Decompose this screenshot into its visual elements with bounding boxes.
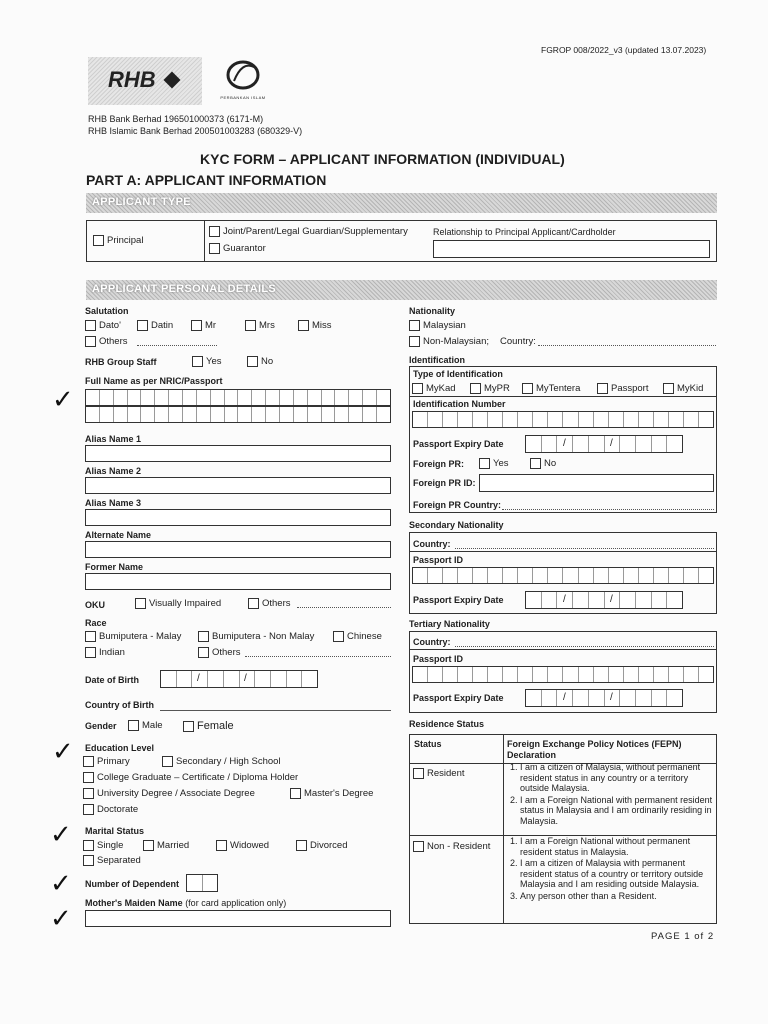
status-resident-checkbox[interactable] bbox=[413, 768, 424, 779]
sal-dato-label: Dato' bbox=[99, 320, 121, 331]
nat-nonmalaysian-label: Non-Malaysian; bbox=[423, 336, 489, 347]
gender-female-label: Female bbox=[197, 720, 234, 732]
status-nonresident-label: Non - Resident bbox=[427, 841, 491, 852]
sec-country-label: Country: bbox=[413, 539, 451, 549]
te-slash-2: / bbox=[610, 692, 613, 703]
tick-mark-full-name: ✓ bbox=[52, 385, 74, 415]
staff-no-label: No bbox=[261, 356, 274, 367]
passport-expiry-field[interactable] bbox=[525, 435, 683, 453]
sal-datin-label: Datin bbox=[151, 320, 174, 331]
nationality-label: Nationality bbox=[409, 306, 456, 316]
guarantor-label: Guarantor bbox=[223, 243, 266, 254]
race-malay[interactable] bbox=[85, 631, 181, 642]
nat-malaysian[interactable] bbox=[409, 320, 466, 331]
race-chinese[interactable] bbox=[333, 631, 382, 642]
nonresident-notes bbox=[505, 836, 715, 901]
id-mykid-checkbox[interactable] bbox=[663, 383, 674, 394]
gender-female-checkbox[interactable] bbox=[183, 721, 194, 732]
oku-label: OKU bbox=[85, 600, 105, 610]
tick-mark-maiden: ✓ bbox=[50, 904, 72, 934]
full-name-row-1[interactable] bbox=[85, 389, 391, 406]
islamic-logo bbox=[218, 57, 268, 103]
tick-mark-education: ✓ bbox=[52, 737, 74, 767]
salutation-label: Salutation bbox=[85, 306, 129, 316]
edu-secondary[interactable] bbox=[162, 756, 281, 767]
race-indian-checkbox[interactable] bbox=[85, 647, 96, 658]
marital-married-checkbox[interactable] bbox=[143, 840, 154, 851]
principal-label: Principal bbox=[107, 235, 144, 246]
fpr-yes[interactable] bbox=[479, 458, 509, 469]
foreign-pr-id-label: Foreign PR ID: bbox=[413, 478, 476, 488]
oku-visually-checkbox[interactable] bbox=[135, 598, 146, 609]
tertiary-label: Tertiary Nationality bbox=[409, 619, 490, 629]
se-slash-2: / bbox=[610, 594, 613, 605]
marital-divorced-label: Divorced bbox=[310, 840, 348, 851]
nat-country-line[interactable] bbox=[538, 345, 716, 346]
marital-married[interactable] bbox=[143, 840, 189, 851]
relationship-field[interactable] bbox=[433, 240, 710, 258]
sal-datin-checkbox[interactable] bbox=[137, 320, 148, 331]
id-mytentera-label: MyTentera bbox=[536, 383, 581, 394]
joint-label: Joint/Parent/Legal Guardian/Supplementary bbox=[223, 226, 408, 237]
status-nonresident-checkbox[interactable] bbox=[413, 841, 424, 852]
joint-option[interactable] bbox=[209, 226, 408, 237]
staff-yes-checkbox[interactable] bbox=[192, 356, 203, 367]
te-slash-1: / bbox=[563, 692, 566, 703]
oku-others-line[interactable] bbox=[297, 607, 391, 608]
foreign-pr-country-label: Foreign PR Country: bbox=[413, 500, 501, 510]
sal-datin[interactable] bbox=[137, 320, 173, 331]
race-indian-label: Indian bbox=[99, 647, 125, 658]
oku-others[interactable] bbox=[248, 598, 291, 609]
edu-university[interactable] bbox=[83, 788, 255, 799]
sal-mrs-checkbox[interactable] bbox=[245, 320, 256, 331]
fpr-no[interactable] bbox=[530, 458, 556, 469]
col-fepn-header: Foreign Exchange Policy Notices (FEPN) Declaration bbox=[507, 739, 682, 760]
nat-nonmalaysian[interactable] bbox=[409, 336, 489, 347]
entity-line-2: RHB Islamic Bank Berhad 200501003283 (680329-V) bbox=[88, 126, 303, 136]
edu-masters[interactable] bbox=[290, 788, 373, 799]
sal-miss-label: Miss bbox=[312, 320, 332, 331]
principal-checkbox[interactable] bbox=[93, 235, 104, 246]
sec-passport-id-field[interactable] bbox=[412, 567, 714, 584]
id-mykad-checkbox[interactable] bbox=[412, 383, 423, 394]
resident-note-2: 2. I am a Foreign National with permanent resident status in Malaysia and I am ordinarily residing in Malaysia. bbox=[520, 795, 715, 827]
principal-option[interactable] bbox=[93, 235, 143, 246]
gender-male[interactable] bbox=[128, 720, 163, 731]
id-divider-1 bbox=[409, 396, 717, 397]
race-malay-label: Bumiputera - Malay bbox=[99, 631, 182, 642]
staff-yes-label: Yes bbox=[206, 356, 222, 367]
edu-college-label: College Graduate – Certificate / Diploma Holder bbox=[97, 772, 299, 783]
edu-college[interactable] bbox=[83, 772, 298, 783]
ter-expiry-label: Passport Expiry Date bbox=[413, 693, 504, 703]
marital-label: Marital Status bbox=[85, 826, 145, 836]
dob-label: Date of Birth bbox=[85, 675, 139, 685]
part-title: PART A: APPLICANT INFORMATION bbox=[86, 172, 327, 188]
page-number: PAGE 1 of 2 bbox=[651, 931, 715, 942]
race-others[interactable] bbox=[198, 647, 241, 658]
id-passport[interactable] bbox=[597, 383, 649, 394]
edu-secondary-checkbox[interactable] bbox=[162, 756, 173, 767]
race-nonmalay[interactable] bbox=[198, 631, 314, 642]
full-name-label: Full Name as per NRIC/Passport bbox=[85, 376, 223, 386]
id-mykid-label: MyKid bbox=[677, 383, 704, 394]
dob-slash-1: / bbox=[197, 673, 200, 684]
ter-divider bbox=[409, 649, 717, 650]
race-others-line[interactable] bbox=[245, 656, 391, 657]
education-label: Education Level bbox=[85, 743, 155, 753]
rhb-logo-text: RHB bbox=[108, 67, 156, 92]
sal-dato-checkbox[interactable] bbox=[85, 320, 96, 331]
nat-malaysian-checkbox[interactable] bbox=[409, 320, 420, 331]
alias3-label: Alias Name 3 bbox=[85, 498, 142, 508]
nat-nonmalaysian-checkbox[interactable] bbox=[409, 336, 420, 347]
applicant-type-bar: APPLICANT TYPE bbox=[86, 193, 717, 213]
status-resident[interactable] bbox=[413, 768, 465, 779]
resident-note-1: 1. I am a citizen of Malaysia, without permanent resident status in any country or a territory outside Malaysia. bbox=[520, 762, 715, 794]
marital-widowed[interactable] bbox=[216, 840, 269, 851]
secondary-label: Secondary Nationality bbox=[409, 520, 504, 530]
id-passport-label: Passport bbox=[611, 383, 649, 394]
alternate-label: Alternate Name bbox=[85, 530, 152, 540]
edu-doctorate[interactable] bbox=[83, 804, 138, 815]
joint-checkbox[interactable] bbox=[209, 226, 220, 237]
gender-male-label: Male bbox=[142, 720, 163, 731]
sal-mr-checkbox[interactable] bbox=[191, 320, 202, 331]
id-mypr-checkbox[interactable] bbox=[470, 383, 481, 394]
maiden-label-text: Mother's Maiden Name bbox=[85, 898, 183, 908]
tick-mark-dependent: ✓ bbox=[50, 869, 72, 899]
edu-masters-checkbox[interactable] bbox=[290, 788, 301, 799]
rhb-diamond-icon bbox=[164, 72, 181, 89]
country-birth-label: Country of Birth bbox=[85, 700, 154, 710]
sal-mrs-label: Mrs bbox=[259, 320, 275, 331]
race-chinese-checkbox[interactable] bbox=[333, 631, 344, 642]
residence-label: Residence Status bbox=[409, 719, 485, 729]
edu-doctorate-label: Doctorate bbox=[97, 804, 139, 815]
marital-single-checkbox[interactable] bbox=[83, 840, 94, 851]
marital-single-label: Single bbox=[97, 840, 124, 851]
fpr-yes-label: Yes bbox=[493, 458, 509, 469]
sec-country-line[interactable] bbox=[455, 548, 714, 549]
race-label: Race bbox=[85, 618, 107, 628]
gender-label: Gender bbox=[85, 721, 117, 731]
edu-primary[interactable] bbox=[83, 756, 130, 767]
guarantor-option[interactable] bbox=[209, 243, 266, 254]
nonresident-note-3: 3. Any person other than a Resident. bbox=[520, 891, 715, 902]
sal-others-checkbox[interactable] bbox=[85, 336, 96, 347]
status-resident-label: Resident bbox=[427, 768, 465, 779]
ter-country-label: Country: bbox=[413, 637, 451, 647]
alias2-field[interactable] bbox=[85, 477, 391, 494]
race-malay-checkbox[interactable] bbox=[85, 631, 96, 642]
edu-college-checkbox[interactable] bbox=[83, 772, 94, 783]
marital-separated-checkbox[interactable] bbox=[83, 855, 94, 866]
tick-mark-marital: ✓ bbox=[50, 820, 72, 850]
sec-passport-id-label: Passport ID bbox=[413, 555, 464, 565]
sal-others-label: Others bbox=[99, 336, 128, 347]
marital-married-label: Married bbox=[157, 840, 190, 851]
dob-field[interactable] bbox=[160, 670, 318, 688]
islamic-logo-icon bbox=[218, 57, 268, 93]
ter-country-line[interactable] bbox=[455, 646, 714, 647]
marital-separated[interactable] bbox=[83, 855, 141, 866]
id-mypr-label: MyPR bbox=[484, 383, 510, 394]
alias2-label: Alias Name 2 bbox=[85, 466, 142, 476]
id-mytentera-checkbox[interactable] bbox=[522, 383, 533, 394]
oku-visually[interactable] bbox=[135, 598, 221, 609]
ter-passport-id-label: Passport ID bbox=[413, 654, 464, 664]
nonresident-note-1: 1. I am a Foreign National without permanent resident status in Malaysia. bbox=[520, 836, 715, 857]
dependent-label: Number of Dependent bbox=[85, 879, 180, 889]
alias1-field[interactable] bbox=[85, 445, 391, 462]
race-others-checkbox[interactable] bbox=[198, 647, 209, 658]
foreign-pr-country-line[interactable] bbox=[502, 509, 714, 510]
gender-male-checkbox[interactable] bbox=[128, 720, 139, 731]
fpr-yes-checkbox[interactable] bbox=[479, 458, 490, 469]
staff-yes[interactable] bbox=[192, 356, 222, 367]
rhb-staff-label: RHB Group Staff bbox=[85, 357, 157, 367]
fpr-no-label: No bbox=[544, 458, 557, 469]
personal-details-bar: APPLICANT PERSONAL DETAILS bbox=[86, 280, 717, 300]
id-passport-checkbox[interactable] bbox=[597, 383, 608, 394]
nonresident-note-2: 2. I am a citizen of Malaysia with permanent resident status of a country or territory outside Malaysia and I am residing outside Malaysia. bbox=[520, 858, 715, 890]
edu-primary-label: Primary bbox=[97, 756, 130, 767]
sec-expiry-field[interactable] bbox=[525, 591, 683, 609]
edu-primary-checkbox[interactable] bbox=[83, 756, 94, 767]
id-mypr[interactable] bbox=[470, 383, 510, 394]
sec-divider bbox=[409, 551, 717, 552]
oku-others-checkbox[interactable] bbox=[248, 598, 259, 609]
col-status-header: Status bbox=[414, 739, 442, 749]
former-label: Former Name bbox=[85, 562, 144, 572]
race-nonmalay-label: Bumiputera - Non Malay bbox=[212, 631, 315, 642]
alias1-label: Alias Name 1 bbox=[85, 434, 142, 444]
dependent-field[interactable] bbox=[186, 874, 218, 892]
foreign-pr-label: Foreign PR: bbox=[413, 459, 464, 469]
id-number-field[interactable] bbox=[412, 411, 714, 428]
nat-country-label: Country: bbox=[500, 336, 536, 347]
ter-expiry-field[interactable] bbox=[525, 689, 683, 707]
marital-single[interactable] bbox=[83, 840, 123, 851]
id-mykad-label: MyKad bbox=[426, 383, 456, 394]
maiden-note: (for card application only) bbox=[185, 898, 287, 908]
race-nonmalay-checkbox[interactable] bbox=[198, 631, 209, 642]
staff-no-checkbox[interactable] bbox=[247, 356, 258, 367]
form-title: KYC FORM – APPLICANT INFORMATION (INDIVIDUAL) bbox=[200, 151, 565, 167]
sal-others[interactable] bbox=[85, 336, 128, 347]
marital-divorced-checkbox[interactable] bbox=[296, 840, 307, 851]
sal-mr-label: Mr bbox=[205, 320, 217, 331]
race-others-label: Others bbox=[212, 647, 241, 658]
pe-slash-2: / bbox=[610, 438, 613, 449]
resident-notes bbox=[505, 762, 715, 826]
passport-expiry-label: Passport Expiry Date bbox=[413, 439, 504, 449]
islamic-logo-caption: PERBANKAN ISLAM bbox=[220, 95, 266, 100]
sal-others-line[interactable] bbox=[137, 345, 217, 346]
full-name-row-2[interactable] bbox=[85, 406, 391, 423]
relationship-label: Relationship to Principal Applicant/Cardholder bbox=[433, 227, 616, 237]
se-slash-1: / bbox=[563, 594, 566, 605]
edu-secondary-label: Secondary / High School bbox=[176, 756, 281, 767]
marital-widowed-checkbox[interactable] bbox=[216, 840, 227, 851]
edu-masters-label: Master's Degree bbox=[304, 788, 374, 799]
id-mykid[interactable] bbox=[663, 383, 703, 394]
guarantor-checkbox[interactable] bbox=[209, 243, 220, 254]
alternate-field[interactable] bbox=[85, 541, 391, 558]
maiden-label bbox=[85, 898, 286, 908]
edu-university-label: University Degree / Associate Degree bbox=[97, 788, 255, 799]
sal-miss[interactable] bbox=[298, 320, 332, 331]
status-nonresident[interactable] bbox=[413, 841, 490, 852]
fpr-no-checkbox[interactable] bbox=[530, 458, 541, 469]
id-number-label: Identification Number bbox=[413, 399, 506, 409]
sec-expiry-label: Passport Expiry Date bbox=[413, 595, 504, 605]
alias3-field[interactable] bbox=[85, 509, 391, 526]
rhb-logo bbox=[88, 57, 202, 105]
id-mytentera[interactable] bbox=[522, 383, 580, 394]
sal-miss-checkbox[interactable] bbox=[298, 320, 309, 331]
type-id-label: Type of Identification bbox=[413, 369, 503, 379]
sal-mrs[interactable] bbox=[245, 320, 275, 331]
race-chinese-label: Chinese bbox=[347, 631, 382, 642]
marital-separated-label: Separated bbox=[97, 855, 141, 866]
gender-female[interactable] bbox=[183, 720, 234, 732]
form-code: FGROP 008/2022_v3 (updated 13.07.2023) bbox=[541, 45, 707, 55]
marital-divorced[interactable] bbox=[296, 840, 348, 851]
race-indian[interactable] bbox=[85, 647, 125, 658]
nat-malaysian-label: Malaysian bbox=[423, 320, 466, 331]
foreign-pr-id-field[interactable] bbox=[479, 474, 714, 492]
sal-dato[interactable] bbox=[85, 320, 121, 331]
dob-slash-2: / bbox=[244, 673, 247, 684]
oku-visually-label: Visually Impaired bbox=[149, 598, 222, 609]
maiden-field[interactable] bbox=[85, 910, 391, 927]
sal-mr[interactable] bbox=[191, 320, 216, 331]
oku-others-label: Others bbox=[262, 598, 291, 609]
edu-doctorate-checkbox[interactable] bbox=[83, 804, 94, 815]
entity-line-1: RHB Bank Berhad 196501000373 (6171-M) bbox=[88, 114, 264, 124]
identification-label: Identification bbox=[409, 355, 465, 365]
former-field[interactable] bbox=[85, 573, 391, 590]
country-birth-line[interactable] bbox=[160, 710, 391, 711]
staff-no[interactable] bbox=[247, 356, 273, 367]
marital-widowed-label: Widowed bbox=[230, 840, 270, 851]
pe-slash-1: / bbox=[563, 438, 566, 449]
id-mykad[interactable] bbox=[412, 383, 456, 394]
edu-university-checkbox[interactable] bbox=[83, 788, 94, 799]
ter-passport-id-field[interactable] bbox=[412, 666, 714, 683]
